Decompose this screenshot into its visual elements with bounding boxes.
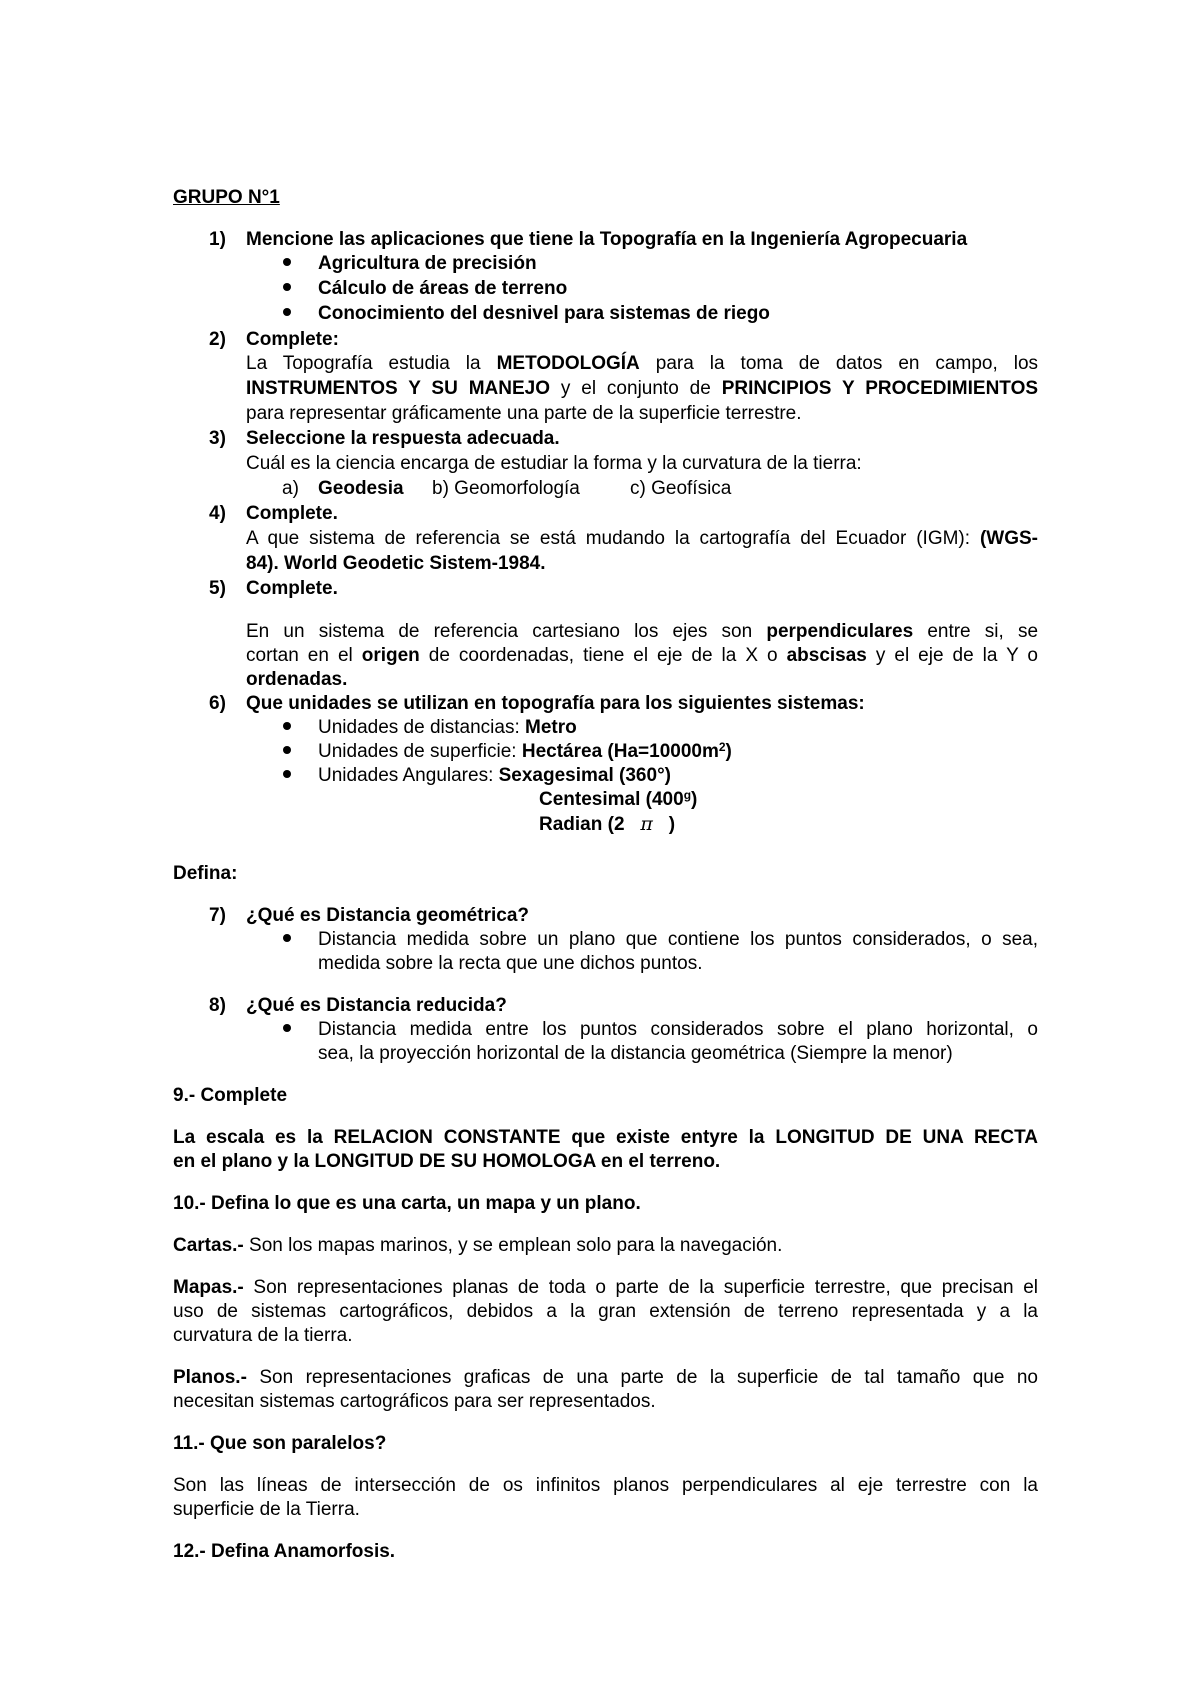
planos-line-1: Planos.- Son representaciones graficas de una parte de la superficie de tal tamaño que no	[173, 1367, 1038, 1388]
q1-number: 1)	[209, 229, 226, 250]
q1-item-1: Agricultura de precisión	[318, 253, 537, 274]
q2-line-2: INSTRUMENTOS Y SU MANEJO y el conjunto de PRINCIPIOS Y PROCEDIMIENTOS	[246, 378, 1039, 399]
q11-line-1: Son las líneas de intersección de os infinitos planos perpendiculares al eje terrestre con la	[173, 1475, 1038, 1496]
q9-line-1: La escala es la RELACION CONSTANTE que existe entyre la LONGITUD DE UNA RECTA	[173, 1127, 1038, 1148]
q2-line-3: para representar gráficamente una parte de la superficie terrestre.	[246, 403, 802, 424]
q7-line-1: Distancia medida sobre un plano que contiene los puntos considerados, o sea,	[318, 929, 1038, 950]
bullet-icon	[283, 308, 291, 316]
q5-number: 5)	[209, 578, 226, 599]
bullet-icon	[283, 770, 291, 778]
planos-line-2: necesitan sistemas cartográficos para ser representados.	[173, 1391, 656, 1412]
q5-line-3: ordenadas.	[246, 669, 348, 690]
bullet-icon	[283, 1024, 291, 1032]
q3-option-c: c) Geofísica	[630, 478, 732, 499]
q11-label: 11.- Que son paralelos?	[173, 1433, 387, 1454]
q6-radian: Radian (2 π )	[539, 813, 676, 835]
bullet-icon	[283, 722, 291, 730]
q6-surface: Unidades de superficie: Hectárea $(Ha=10000m^2)$	[318, 740, 732, 762]
q8-line-1: Distancia medida entre los puntos considerados sobre el plano horizontal, o	[318, 1019, 1038, 1040]
q9-line-2: en el plano y la LONGITUD DE SU HOMOLOGA en el terreno.	[173, 1151, 721, 1172]
bullet-icon	[283, 258, 291, 266]
q3-option-a-letter: a)	[282, 478, 299, 499]
q8-number: 8)	[209, 995, 226, 1016]
bullet-icon	[283, 934, 291, 942]
q9-label: 9.- Complete	[173, 1085, 288, 1106]
q6-number: 6)	[209, 693, 226, 714]
q7-number: 7)	[209, 905, 226, 926]
q11-line-2: superficie de la Tierra.	[173, 1499, 360, 1520]
q8-label: ¿Qué es Distancia reducida?	[246, 995, 507, 1016]
q8-line-2: sea, la proyección horizontal de la distancia geométrica (Siempre la menor)	[318, 1043, 953, 1064]
q7-line-2: medida sobre la recta que une dichos puntos.	[318, 953, 703, 974]
q3-number: 3)	[209, 428, 226, 449]
q3-question: Cuál es la ciencia encarga de estudiar la forma y la curvatura de la tierra:	[246, 453, 862, 474]
q7-label: ¿Qué es Distancia geométrica?	[246, 905, 529, 926]
mapas-line-2: uso de sistemas cartográficos, debidos a la gran extensión de terreno representada y a la	[173, 1301, 1038, 1322]
q2-line-1: La Topografía estudia la METODOLOGÍA para la toma de datos en campo, los	[246, 353, 1039, 374]
q6-angular: Unidades Angulares: Sexagesimal (360°)	[318, 765, 671, 786]
q1-item-2: Cálculo de áreas de terreno	[318, 278, 568, 299]
q4-number: 4)	[209, 503, 226, 524]
q6-distance: Unidades de distancias: Metro	[318, 717, 577, 738]
q6-centesimal: Centesimal (400$^g$)	[539, 788, 698, 810]
bullet-icon	[283, 746, 291, 754]
q1-item-3: Conocimiento del desnivel para sistemas de riego	[318, 303, 770, 324]
mapas-line-1: Mapas.- Son representaciones planas de toda o parte de la superficie terrestre, que precisan el	[173, 1277, 1038, 1298]
document-title: GRUPO N°1	[173, 187, 280, 208]
q12-label: 12.- Defina Anamorfosis.	[173, 1541, 396, 1562]
q5-line-2: cortan en el origen de coordenadas, tiene el eje de la X o abscisas y el eje de la Y o	[246, 645, 1038, 666]
q5-line-1: En un sistema de referencia cartesiano los ejes son perpendiculares entre si, se	[246, 621, 1039, 642]
q4-line-1: A que sistema de referencia se está mudando la cartografía del Ecuador (IGM): (WGS-	[246, 528, 1038, 549]
q3-option-b: b) Geomorfología	[432, 478, 580, 499]
q2-label: Complete:	[246, 329, 339, 350]
q10-label: 10.- Defina lo que es una carta, un mapa y un plano.	[173, 1193, 641, 1214]
q6-label: Que unidades se utilizan en topografía para los siguientes sistemas:	[246, 693, 865, 714]
q3-label: Seleccione la respuesta adecuada.	[246, 428, 560, 449]
q1-question: Mencione las aplicaciones que tiene la Topografía en la Ingeniería Agropecuaria	[246, 229, 968, 250]
q4-label: Complete.	[246, 503, 338, 524]
defina-heading: Defina:	[173, 863, 238, 884]
q3-option-a: Geodesia	[318, 478, 404, 499]
q2-number: 2)	[209, 329, 226, 350]
mapas-line-3: curvatura de la tierra.	[173, 1325, 353, 1346]
cartas-definition: Cartas.- Son los mapas marinos, y se emplean solo para la navegación.	[173, 1235, 783, 1256]
bullet-icon	[283, 283, 291, 291]
q4-answer: 84). World Geodetic Sistem-1984.	[246, 553, 546, 574]
q5-label: Complete.	[246, 578, 338, 599]
